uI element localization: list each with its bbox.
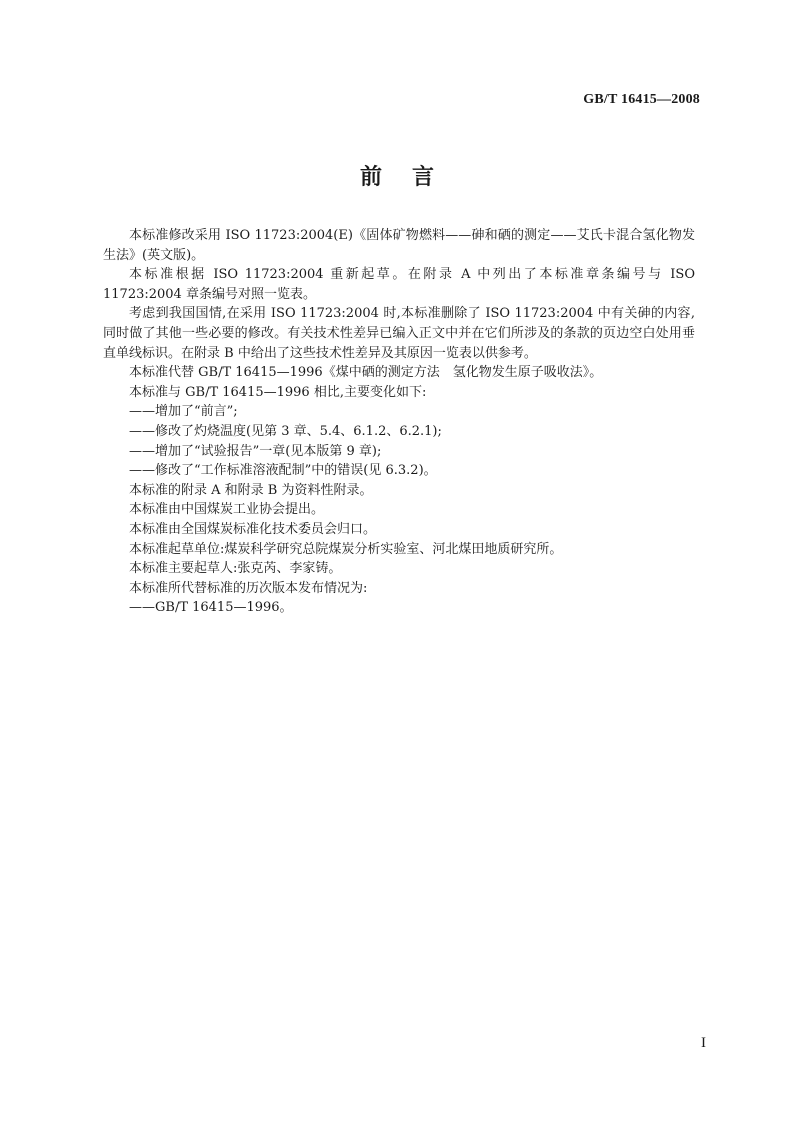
paragraph: 本标准由中国煤炭工业协会提出。 — [129, 502, 325, 518]
change-list-item: ——修改了“工作标准溶液配制”中的错误(见 6.3.2)。 — [129, 463, 437, 479]
paragraph: 本标准所代替标准的历次版本发布情况为: — [129, 580, 368, 596]
paragraph: 考虑到我国国情,在采用 ISO 11723:2004 时,本标准删除了 ISO 11723:2004 中有关砷的内容,同时做了其他一些必要的修改。有关技术性差异已编入正文中并在它们所涉及的条款的页边空白处用垂直单线标识。在附录 B 中给出了这些技术性差异及其原因一览表以供参考。 — [103, 306, 695, 361]
paragraph: 本标准由全国煤炭标准化技术委员会归口。 — [129, 521, 377, 537]
page-number: I — [701, 1035, 706, 1051]
page-title: 前言 — [359, 165, 464, 190]
paragraph: 本标准修改采用 ISO 11723:2004(E)《固体矿物燃料——砷和硒的测定——艾氏卡混合氢化物发生法》(英文版)。 — [103, 228, 695, 263]
paragraph: 本标准起草单位:煤炭科学研究总院煤炭分析实验室、河北煤田地质研究所。 — [129, 541, 563, 557]
paragraph: 本标准代替 GB/T 16415—1996《煤中硒的测定方法 氢化物发生原子吸收法》。 — [129, 365, 603, 381]
change-list-item: ——增加了“试验报告”一章(见本版第 9 章); — [129, 443, 382, 459]
previous-edition-item: ——GB/T 16415—1996。 — [129, 600, 293, 616]
change-list-item: ——修改了灼烧温度(见第 3 章、5.4、6.1.2、6.2.1); — [129, 423, 442, 439]
standard-number: GB/T 16415—2008 — [583, 92, 700, 107]
paragraph: 本标准的附录 A 和附录 B 为资料性附录。 — [129, 482, 373, 498]
paragraph: 本标准与 GB/T 16415—1996 相比,主要变化如下: — [129, 384, 427, 400]
paragraph: 本标准主要起草人:张克芮、李家铸。 — [129, 561, 342, 577]
foreword-body — [103, 226, 695, 618]
paragraph: 本标准根据 ISO 11723:2004 重新起草。在附录 A 中列出了本标准章条编号与 ISO 11723:2004 章条编号对照一览表。 — [103, 267, 695, 302]
change-list-item: ——增加了“前言”; — [129, 404, 238, 420]
